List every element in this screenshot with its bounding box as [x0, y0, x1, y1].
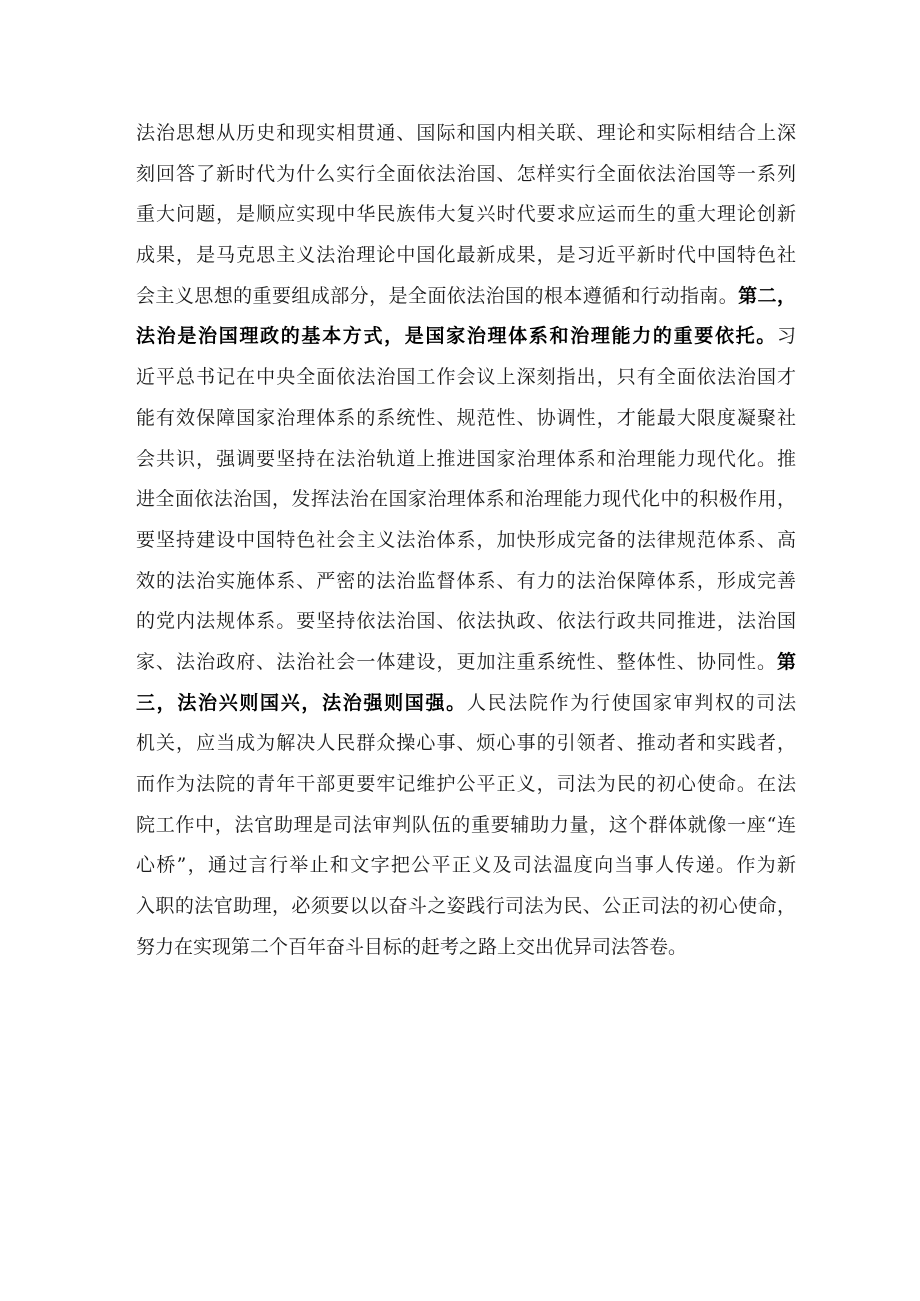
text-line [136, 601, 796, 642]
text-line [136, 520, 796, 561]
text-segment: 近平总书记在中央全面依法治国工作会议上深刻指出，只有全面依法治国才 [136, 366, 796, 389]
text-segment: 入职的法官助理，必须要以以奋斗之姿践行司法为民、公正司法的初心使命， [136, 895, 796, 918]
text-segment: 的党内法规体系。要坚持依法治国、依法执政、依法行政共同推进，法治国 [136, 610, 796, 633]
text-segment: 效的法治实施体系、严密的法治监督体系、有力的法治保障体系，形成完善 [136, 569, 796, 592]
text-segment: 会主义思想的重要组成部分，是全面依法治国的根本遵循和行动指南。 [136, 284, 739, 307]
body-text [136, 113, 796, 967]
text-segment: 要坚持建设中国特色社会主义法治体系，加快形成完备的法律规范体系、高 [136, 528, 796, 551]
text-line [136, 439, 796, 480]
text-segment: 家、法治政府、法治社会一体建设，更加注重系统性、整体性、协同性。 [136, 650, 777, 673]
text-line [136, 886, 796, 927]
bold-text-segment: 三，法治兴则国兴，法治强则国强。 [136, 691, 467, 714]
text-line [136, 927, 796, 968]
text-line [136, 398, 796, 439]
text-segment: 院工作中，法官助理是司法审判队伍的重要辅助力量，这个群体就像一座“连 [136, 813, 796, 836]
text-line [136, 113, 796, 154]
bold-text-segment: 法治是治国理政的基本方式，是国家治理体系和治理能力的重要依托。 [136, 325, 777, 348]
bold-text-segment: 第二， [738, 284, 796, 307]
text-line [136, 845, 796, 886]
text-line [136, 561, 796, 602]
text-segment: 而作为法院的青年干部更要牢记维护公平正义，司法为民的初心使命。在法 [136, 773, 796, 795]
text-line [136, 194, 796, 235]
text-line [136, 276, 796, 317]
text-line [136, 357, 796, 398]
text-line [136, 642, 796, 683]
text-line [136, 723, 796, 764]
text-segment: 努力在实现第二个百年奋斗目标的赶考之路上交出优异司法答卷。 [136, 935, 688, 958]
text-line [136, 316, 796, 357]
text-line [136, 764, 796, 805]
text-segment: 刻回答了新时代为什么实行全面依法治国、怎样实行全面依法治国等一系列 [136, 162, 796, 185]
text-segment: 进全面依法治国，发挥法治在国家治理体系和治理能力现代化中的积极作用， [136, 488, 796, 511]
text-segment: 成果，是马克思主义法治理论中国化最新成果，是习近平新时代中国特色社 [136, 244, 796, 267]
text-segment: 重大问题，是顺应实现中华民族伟大复兴时代要求应运而生的重大理论创新 [136, 203, 796, 226]
text-line [136, 683, 796, 724]
bold-text-segment: 第 [776, 650, 796, 673]
text-segment: 心桥”，通过言行举止和文字把公平正义及司法温度向当事人传递。作为新 [136, 854, 796, 877]
text-segment: 能有效保障国家治理体系的系统性、规范性、协调性，才能最大限度凝聚社 [136, 406, 796, 429]
text-segment: 人民法院作为行使国家审判权的司法 [466, 691, 796, 714]
text-segment: 习 [776, 325, 796, 348]
text-line [136, 235, 796, 276]
text-line [136, 805, 796, 846]
text-segment: 会共识，强调要坚持在法治轨道上推进国家治理体系和治理能力现代化。推 [136, 447, 796, 470]
text-segment: 法治思想从历史和现实相贯通、国际和国内相关联、理论和实际相结合上深 [136, 122, 796, 144]
text-line [136, 479, 796, 520]
text-line [136, 154, 796, 195]
text-segment: 机关，应当成为解决人民群众操心事、烦心事的引领者、推动者和实践者， [136, 732, 796, 755]
